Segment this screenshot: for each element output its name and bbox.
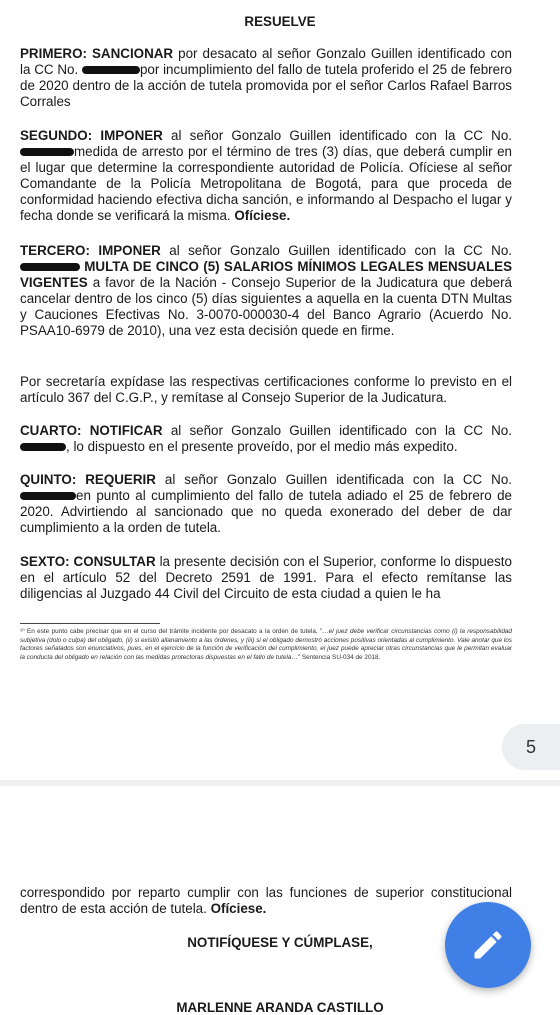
primero-label: PRIMERO: SANCIONAR (20, 46, 174, 61)
paragraph-sexto (20, 554, 512, 602)
tercero-text-2: a favor de la Nación - Consejo Superior de la Judicatura que deberá cancelar dentro de los cinco (5) días siguientes a aquella en la cuenta DTN Multas y Cauciones Efectivas No. 3-0070-000030-4 del Banco Agrario (Acuerdo No. PSAA10-6979 de 2010), una vez esta decisión quede en firme. (20, 275, 512, 338)
segundo-label: SEGUNDO: IMPONER (20, 128, 163, 143)
redaction-bar (82, 66, 140, 74)
quinto-text: al señor Gonzalo Guillen identificada con la CC No. (155, 472, 512, 487)
section-heading: RESUELVE (244, 14, 316, 29)
quinto-label: QUINTO: REQUERIR (20, 472, 156, 487)
segundo-text: al señor Gonzalo Guillen identificado con la CC No. (162, 128, 512, 143)
footnote-quote: …el juez debe verificar circunstancias como (i) la responsabilidad subjetiva (dolo o culpa) del obligado, (ii) si existió allanamiento a las órdenes, y (iii) si el obligado demostró acciones positivas orientadas al cumplimiento. Vale anotar que los factores señalados son enunciativos, pues, en el ejercicio de la función de verificación del cumplimiento, el juez puede apreciar otras circunstancias que le permitan evaluar la conducta del obligado en relación con las medidas protectoras dispuestas en el fallo de tutela… (20, 628, 512, 661)
sexto-label: SEXTO: CONSULTAR (20, 554, 156, 569)
continuation-text: correspondido por reparto cumplir con las funciones de superior constitucional dentro de esta acción de tutela. (20, 885, 512, 916)
paragraph-primero (20, 46, 512, 110)
redaction-bar (20, 148, 74, 156)
tercero-bold: MULTA DE CINCO (5) SALARIOS MÍNIMOS LEGALES MENSUALES VIGENTES (20, 259, 512, 290)
tercero-text: al señor Gonzalo Guillen identificado con la CC No. (160, 243, 512, 258)
tercero-label: TERCERO: IMPONER (20, 243, 161, 258)
footnote-divider (20, 623, 160, 624)
edit-button[interactable] (445, 902, 531, 988)
quinto-text-2: en punto al cumplimiento del fallo de tutela adiado el 25 de febrero de 2020. Advirtiendo al sancionado que no queda exonerado del deber de dar cumplimiento a la orden de tutela. (20, 488, 512, 535)
segundo-text-2: medida de arresto por el término de tres (3) días, que deberá cumplir en el lugar que determine la correspondiente autoridad de Policía. Ofíciese al señor Comandante de la Policía Metropolitana de Bogotá, para que proceda de conformidad haciendo efectiva dicha sanción, e informando al Despacho el lugar y fecha donde se verificará la misma. (20, 144, 512, 223)
footnote-mark: ¹⁰ (20, 628, 25, 635)
paragraph-secretaria: Por secretaría expídase las respectivas certificaciones conforme lo previsto en el artículo 367 del C.G.P., y remítase al Consejo Superior de la Judicatura. (20, 374, 512, 405)
page-number-badge: 5 (502, 724, 560, 770)
primero-text: por desacato al señor Gonzalo Guillen identificado con la CC No. (20, 46, 512, 77)
segundo-ending: Ofíciese. (234, 208, 291, 223)
cuarto-text-2: , lo dispuesto en el presente proveído, por el medio más expedito. (66, 439, 458, 454)
redaction-bar (20, 492, 76, 500)
redaction-bar (20, 263, 80, 271)
paragraph-continuation (20, 885, 512, 917)
cuarto-label: CUARTO: NOTIFICAR (20, 423, 163, 438)
closing-formula: NOTIFÍQUESE Y CÚMPLASE, (187, 935, 373, 950)
redaction-bar (20, 443, 66, 451)
footnote (20, 628, 512, 662)
pencil-icon (470, 927, 506, 963)
paragraph-segundo (20, 128, 512, 224)
paragraph-quinto (20, 472, 512, 536)
footnote-lead: En este punto cabe precisar que en el curso del trámite incidente por desacato a la orden de tutela, " (24, 628, 323, 635)
footnote-tail: " Sentencia SU-034 de 2018. (297, 653, 381, 661)
continuation-bold: Ofíciese. (210, 901, 267, 916)
primero-text-2: por incumplimiento del fallo de tutela proferido el 25 de febrero de 2020 dentro de la acción de tutela promovida por el señor Carlos Rafael Barros Corrales (20, 62, 512, 109)
paragraph-tercero (20, 243, 512, 339)
paragraph-cuarto (20, 423, 512, 455)
signer-name: MARLENNE ARANDA CASTILLO (176, 1000, 384, 1015)
cuarto-text: al señor Gonzalo Guillen identificado con la CC No. (162, 423, 512, 438)
sexto-text: la presente decisión con el Superior, conforme lo dispuesto en el artículo 52 del Decreto 2591 de 1991. Para el efecto remítanse las diligencias al Juzgado 44 Civil del Circuito de esta ciudad a quien le ha (20, 554, 512, 601)
